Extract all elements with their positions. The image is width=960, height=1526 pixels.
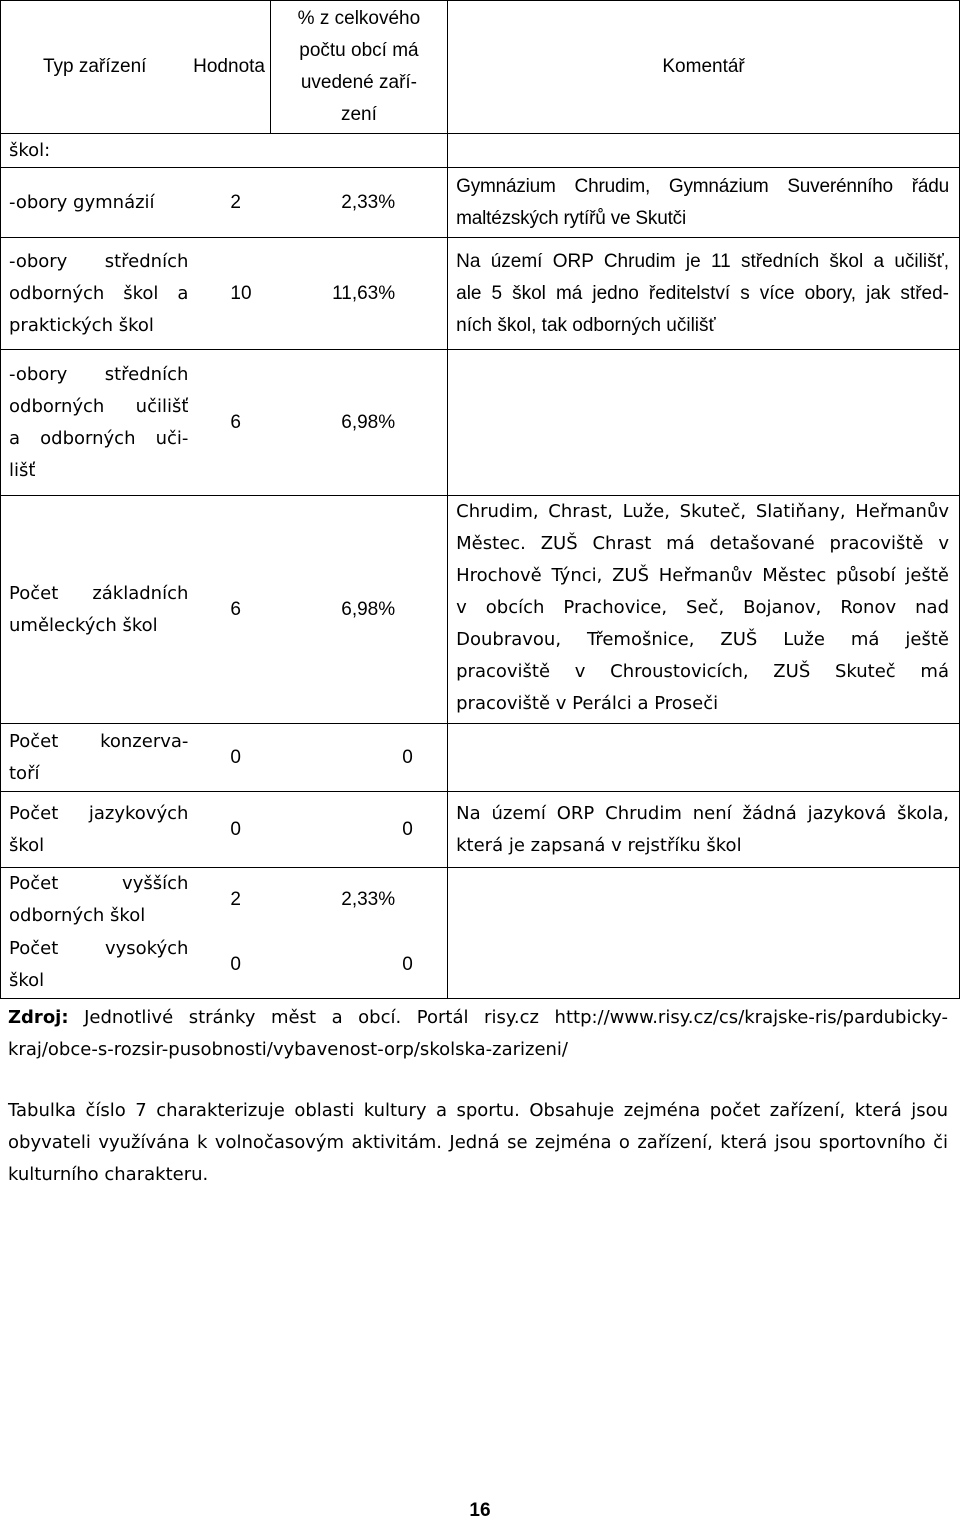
table-row	[1, 350, 960, 496]
row-comment: Gymnázium Chrudim, Gymnázium Suverénního řádu maltézských rytířů ve Skutči	[448, 168, 960, 238]
row-type: -obory středních odborných škol a praktických škol	[1, 238, 189, 350]
row-type: Počet jazykových škol	[1, 792, 189, 868]
row-type: Počet vyšších odborných škol	[1, 868, 189, 933]
header-value: Hodnota	[188, 1, 270, 134]
row-percent: 11,63%	[270, 238, 447, 350]
row-type: -obory středních odborných učilišť a odborných uči- lišť	[1, 350, 189, 496]
row-percent: 2,33%	[270, 868, 447, 933]
body-paragraph: Tabulka číslo 7 charakterizuje oblasti kultury a sportu. Obsahuje zejména počet zařízení, která jsou obyvateli využívána k volnočasovým aktivitám. Jedná se zejména o zařízení, která jsou sportovního či kulturního charakteru.	[8, 1100, 948, 1185]
source-label: Zdroj:	[8, 1007, 69, 1028]
row-value: 6	[188, 350, 270, 496]
row-comment: Na území ORP Chrudim není žádná jazyková škola, která je zapsaná v rejstříku škol	[448, 792, 960, 868]
page-number: 16	[469, 1500, 491, 1521]
source-text-continued: kraj/obce-s-rozsir-pusobnosti/vybavenost-orp/skolska-zarizeni/	[8, 1039, 568, 1060]
table-row	[1, 724, 960, 792]
section-row	[1, 134, 960, 168]
row-value: 6	[188, 496, 270, 724]
source-note	[8, 1002, 948, 1066]
table-row	[1, 238, 960, 350]
table-row	[1, 868, 960, 933]
header-percent: % z celkového počtu obcí má uvedené zaří- zení	[270, 1, 447, 134]
header-type: Typ zařízení	[1, 1, 189, 134]
row-value: 0	[188, 932, 270, 998]
row-percent: 6,98%	[270, 496, 447, 724]
table-row	[1, 168, 960, 238]
row-percent: 6,98%	[270, 350, 447, 496]
row-percent: 0	[270, 724, 447, 792]
row-percent: 2,33%	[270, 168, 447, 238]
row-type: Počet konzerva- toří	[1, 724, 189, 792]
row-comment: Na území ORP Chrudim je 11 středních škol a učilišť, ale 5 škol má jedno ředitelství s více obory, jak střed- ních škol, tak odborných učilišť	[448, 238, 960, 350]
row-percent: 0	[270, 792, 447, 868]
table-row	[1, 932, 960, 998]
row-value: 0	[188, 792, 270, 868]
table-header-row	[1, 1, 960, 134]
row-type: -obory gymnázií	[1, 168, 189, 238]
row-comment: Chrudim, Chrast, Luže, Skuteč, Slatiňany, Heřmanův Městec. ZUŠ Chrast má detašované pracoviště v Hrochově Týnci, ZUŠ Heřmanův Městec působí ještě v obcích Prachovice, Seč, Bojanov, Ronov nad Doubravou, Třemošnice, ZUŠ Luže má ještě pracoviště v Chroustovicích, ZUŠ Skuteč má pracoviště v Perálci a Proseči	[448, 496, 960, 724]
section-label: škol:	[1, 134, 271, 168]
source-text: Jednotlivé stránky měst a obcí. Portál risy.cz http://www.risy.cz/cs/krajske-ris/pardubicky-	[68, 1007, 948, 1028]
row-type: Počet základních uměleckých škol	[1, 496, 189, 724]
table-row	[1, 496, 960, 724]
row-type: Počet vysokých škol	[1, 932, 189, 998]
row-value: 2	[188, 168, 270, 238]
table-row	[1, 792, 960, 868]
header-comment: Komentář	[448, 1, 960, 134]
row-percent: 0	[270, 932, 447, 998]
row-value: 10	[188, 238, 270, 350]
row-value: 2	[188, 868, 270, 933]
row-value: 0	[188, 724, 270, 792]
